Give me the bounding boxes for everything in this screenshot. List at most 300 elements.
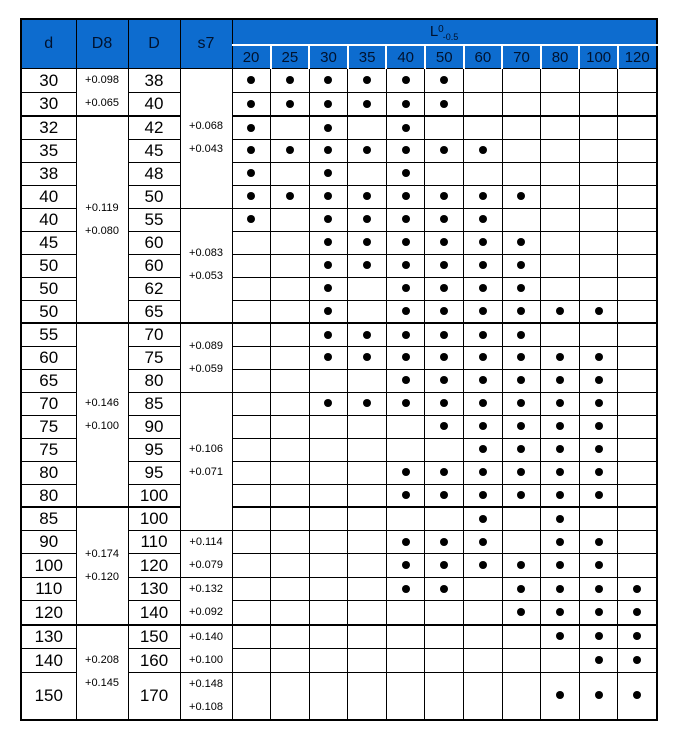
availability-cell-L25 — [271, 346, 310, 369]
d8-tolerance-cell-value: +0.208 — [85, 654, 119, 666]
D-value-cell: 70 — [128, 323, 180, 346]
s7-tolerance-cell — [180, 577, 232, 625]
availability-cell-L120 — [618, 254, 657, 277]
availability-cell-L35 — [348, 415, 387, 438]
d-value-cell: 130 — [21, 625, 76, 649]
availability-cell-L60 — [464, 484, 503, 507]
l-size-header-40: 40 — [386, 45, 425, 69]
l-size-header-35: 35 — [348, 45, 387, 69]
availability-cell-L50 — [425, 69, 464, 93]
availability-cell-L100 — [579, 162, 618, 185]
availability-dot — [556, 538, 564, 546]
availability-cell-L50 — [425, 369, 464, 392]
availability-cell-L30 — [309, 577, 348, 601]
availability-cell-L50 — [425, 648, 464, 672]
availability-dot — [556, 491, 564, 499]
availability-dot — [556, 307, 564, 315]
availability-cell-L60 — [464, 300, 503, 323]
availability-cell-L30 — [309, 625, 348, 649]
availability-dot — [517, 585, 525, 593]
availability-cell-L70 — [502, 577, 541, 601]
D-value-cell: 65 — [128, 300, 180, 323]
availability-dot — [324, 192, 332, 200]
availability-cell-L120 — [618, 507, 657, 530]
d-value-cell: 110 — [21, 577, 76, 601]
availability-cell-L25 — [271, 392, 310, 415]
availability-cell-L80 — [541, 208, 580, 231]
availability-dot — [517, 284, 525, 292]
availability-cell-L100 — [579, 323, 618, 346]
availability-cell-L60 — [464, 648, 503, 672]
availability-cell-L25 — [271, 554, 310, 578]
availability-cell-L100 — [579, 92, 618, 116]
availability-cell-L20 — [232, 69, 271, 93]
availability-dot — [402, 491, 410, 499]
D-value-cell: 38 — [128, 69, 180, 93]
availability-cell-L120 — [618, 139, 657, 162]
availability-cell-L25 — [271, 438, 310, 461]
availability-dot — [324, 284, 332, 292]
s7-tolerance-cell-value: +0.106 — [189, 443, 223, 455]
availability-cell-L70 — [502, 484, 541, 507]
availability-dot — [517, 192, 525, 200]
availability-cell-L30 — [309, 139, 348, 162]
availability-cell-L20 — [232, 672, 271, 720]
availability-cell-L70 — [502, 231, 541, 254]
availability-cell-L20 — [232, 208, 271, 231]
availability-dot — [633, 691, 641, 699]
d-value-cell: 50 — [21, 277, 76, 300]
availability-dot — [363, 100, 371, 108]
availability-cell-L30 — [309, 415, 348, 438]
availability-dot — [402, 468, 410, 476]
availability-cell-L100 — [579, 231, 618, 254]
availability-cell-L25 — [271, 277, 310, 300]
l-upper-tolerance: 0 — [438, 23, 444, 35]
availability-dot — [595, 468, 603, 476]
availability-dot — [402, 100, 410, 108]
availability-cell-L100 — [579, 277, 618, 300]
availability-dot — [324, 215, 332, 223]
availability-dot — [556, 691, 564, 699]
availability-cell-L30 — [309, 300, 348, 323]
availability-dot — [402, 146, 410, 154]
availability-dot — [595, 307, 603, 315]
availability-cell-L40 — [386, 648, 425, 672]
l-size-header-20: 20 — [232, 45, 271, 69]
availability-cell-L60 — [464, 92, 503, 116]
availability-cell-L40 — [386, 69, 425, 93]
availability-cell-L70 — [502, 139, 541, 162]
D-value-cell: 95 — [128, 461, 180, 484]
availability-cell-L70 — [502, 507, 541, 530]
availability-cell-L50 — [425, 438, 464, 461]
l-size-header-80: 80 — [541, 45, 580, 69]
availability-cell-L120 — [618, 369, 657, 392]
availability-dot — [247, 146, 255, 154]
availability-cell-L60 — [464, 346, 503, 369]
d-value-cell: 65 — [21, 369, 76, 392]
availability-dot — [402, 331, 410, 339]
availability-dot — [517, 491, 525, 499]
l-size-header-60: 60 — [464, 45, 503, 69]
availability-cell-L80 — [541, 648, 580, 672]
availability-dot — [517, 468, 525, 476]
availability-dot — [556, 445, 564, 453]
availability-cell-L35 — [348, 507, 387, 530]
availability-cell-L120 — [618, 554, 657, 578]
availability-dot — [286, 146, 294, 154]
availability-dot — [556, 632, 564, 640]
d8-tolerance-cell-value: +0.174 — [85, 547, 119, 560]
l-size-header-30: 30 — [309, 45, 348, 69]
table-header — [21, 19, 657, 69]
availability-cell-L100 — [579, 346, 618, 369]
availability-dot — [595, 491, 603, 499]
availability-dot — [286, 100, 294, 108]
availability-dot — [517, 331, 525, 339]
availability-cell-L100 — [579, 415, 618, 438]
availability-cell-L60 — [464, 438, 503, 461]
availability-dot — [595, 422, 603, 430]
availability-cell-L30 — [309, 601, 348, 625]
availability-cell-L35 — [348, 139, 387, 162]
l-size-header-25: 25 — [271, 45, 310, 69]
availability-cell-L50 — [425, 185, 464, 208]
d8-tolerance-cell-value: +0.100 — [85, 420, 119, 432]
availability-cell-L120 — [618, 392, 657, 415]
availability-cell-L100 — [579, 507, 618, 530]
availability-cell-L70 — [502, 530, 541, 554]
d-value-cell: 75 — [21, 438, 76, 461]
availability-dot — [556, 585, 564, 593]
availability-dot — [363, 146, 371, 154]
availability-dot — [633, 585, 641, 593]
availability-dot — [363, 192, 371, 200]
availability-dot — [402, 124, 410, 132]
availability-cell-L20 — [232, 369, 271, 392]
d-value-cell: 70 — [21, 392, 76, 415]
availability-cell-L40 — [386, 461, 425, 484]
availability-cell-L20 — [232, 554, 271, 578]
availability-cell-L70 — [502, 346, 541, 369]
availability-cell-L100 — [579, 601, 618, 625]
availability-cell-L25 — [271, 116, 310, 139]
availability-cell-L25 — [271, 208, 310, 231]
availability-dot — [402, 284, 410, 292]
availability-dot — [324, 76, 332, 84]
availability-dot — [517, 238, 525, 246]
availability-dot — [440, 100, 448, 108]
availability-cell-L70 — [502, 277, 541, 300]
availability-dot — [440, 76, 448, 84]
availability-cell-L35 — [348, 92, 387, 116]
availability-cell-L30 — [309, 438, 348, 461]
header-row-top — [21, 19, 657, 45]
availability-dot — [595, 632, 603, 640]
availability-cell-L40 — [386, 254, 425, 277]
availability-cell-L70 — [502, 300, 541, 323]
d-value-cell: 32 — [21, 116, 76, 139]
availability-dot — [440, 215, 448, 223]
D-value-cell: 60 — [128, 231, 180, 254]
availability-cell-L50 — [425, 208, 464, 231]
availability-cell-L40 — [386, 554, 425, 578]
availability-cell-L120 — [618, 415, 657, 438]
d-value-cell: 80 — [21, 461, 76, 484]
availability-cell-L40 — [386, 92, 425, 116]
availability-dot — [324, 146, 332, 154]
d-value-cell: 30 — [21, 92, 76, 116]
d8-tolerance-cell — [76, 507, 128, 625]
s7-tolerance-cell — [180, 323, 232, 392]
availability-dot — [595, 376, 603, 384]
s7-tolerance-cell-value: +0.114 — [189, 535, 223, 548]
availability-cell-L25 — [271, 69, 310, 93]
table-row-d30-D38 — [21, 69, 657, 93]
availability-cell-L120 — [618, 625, 657, 649]
availability-cell-L70 — [502, 116, 541, 139]
availability-dot — [402, 376, 410, 384]
availability-dot — [595, 608, 603, 616]
availability-cell-L50 — [425, 554, 464, 578]
availability-cell-L25 — [271, 625, 310, 649]
availability-cell-L25 — [271, 461, 310, 484]
availability-dot — [440, 284, 448, 292]
D-value-cell: 60 — [128, 254, 180, 277]
availability-cell-L25 — [271, 139, 310, 162]
availability-cell-L35 — [348, 625, 387, 649]
availability-dot — [363, 261, 371, 269]
availability-cell-L80 — [541, 577, 580, 601]
availability-cell-L40 — [386, 507, 425, 530]
availability-cell-L40 — [386, 346, 425, 369]
availability-cell-L100 — [579, 185, 618, 208]
availability-cell-L25 — [271, 530, 310, 554]
availability-dot — [517, 376, 525, 384]
d-value-cell: 50 — [21, 254, 76, 277]
availability-cell-L60 — [464, 369, 503, 392]
availability-dot — [440, 491, 448, 499]
availability-cell-L20 — [232, 392, 271, 415]
D-value-cell: 80 — [128, 369, 180, 392]
availability-dot — [479, 353, 487, 361]
availability-dot — [402, 169, 410, 177]
availability-dot — [440, 238, 448, 246]
availability-dot — [402, 215, 410, 223]
availability-dot — [479, 215, 487, 223]
availability-cell-L50 — [425, 139, 464, 162]
l-base: L — [429, 22, 439, 40]
availability-cell-L30 — [309, 672, 348, 720]
availability-cell-L35 — [348, 554, 387, 578]
s7-tolerance-cell-value: +0.089 — [189, 339, 223, 352]
availability-dot — [247, 192, 255, 200]
availability-cell-L80 — [541, 672, 580, 720]
s7-tolerance-cell-value: +0.140 — [189, 630, 223, 643]
availability-cell-L100 — [579, 116, 618, 139]
availability-dot — [247, 124, 255, 132]
d-value-cell: 120 — [21, 601, 76, 625]
availability-dot — [402, 307, 410, 315]
availability-cell-L80 — [541, 461, 580, 484]
availability-cell-L100 — [579, 438, 618, 461]
availability-dot — [363, 76, 371, 84]
s7-tolerance-cell-value: +0.071 — [189, 466, 223, 478]
availability-dot — [363, 331, 371, 339]
availability-cell-L50 — [425, 672, 464, 720]
availability-cell-L30 — [309, 648, 348, 672]
d8-tolerance-cell — [76, 323, 128, 507]
availability-cell-L50 — [425, 530, 464, 554]
l-lower-tolerance: -0.5 — [442, 31, 459, 42]
availability-cell-L35 — [348, 254, 387, 277]
availability-dot — [595, 585, 603, 593]
availability-cell-L60 — [464, 277, 503, 300]
availability-cell-L50 — [425, 461, 464, 484]
availability-cell-L80 — [541, 507, 580, 530]
availability-dot — [479, 192, 487, 200]
availability-cell-L20 — [232, 116, 271, 139]
d-value-cell: 85 — [21, 507, 76, 530]
availability-cell-L35 — [348, 484, 387, 507]
availability-cell-L80 — [541, 139, 580, 162]
availability-cell-L70 — [502, 323, 541, 346]
availability-dot — [440, 422, 448, 430]
s7-tolerance-cell — [180, 672, 232, 720]
table-body — [21, 69, 657, 720]
availability-dot — [440, 307, 448, 315]
availability-cell-L80 — [541, 92, 580, 116]
availability-cell-L30 — [309, 392, 348, 415]
availability-cell-L30 — [309, 530, 348, 554]
availability-cell-L120 — [618, 92, 657, 116]
l-size-header-100: 100 — [579, 45, 618, 69]
availability-cell-L20 — [232, 530, 271, 554]
D-value-cell: 170 — [128, 672, 180, 720]
availability-cell-L30 — [309, 208, 348, 231]
D-value-cell: 100 — [128, 507, 180, 530]
availability-cell-L40 — [386, 577, 425, 601]
s7-tolerance-cell-value: +0.053 — [189, 270, 223, 283]
availability-cell-L35 — [348, 208, 387, 231]
d-value-cell: 140 — [21, 648, 76, 672]
col-header-s7: s7 — [180, 19, 232, 69]
availability-dot — [517, 608, 525, 616]
availability-cell-L35 — [348, 185, 387, 208]
availability-cell-L35 — [348, 648, 387, 672]
availability-cell-L20 — [232, 415, 271, 438]
col-header-D: D — [128, 19, 180, 69]
availability-cell-L40 — [386, 300, 425, 323]
availability-cell-L25 — [271, 254, 310, 277]
availability-cell-L40 — [386, 601, 425, 625]
availability-cell-L35 — [348, 162, 387, 185]
availability-dot — [440, 261, 448, 269]
availability-cell-L60 — [464, 116, 503, 139]
availability-cell-L25 — [271, 92, 310, 116]
availability-cell-L50 — [425, 323, 464, 346]
availability-dot — [479, 422, 487, 430]
availability-cell-L20 — [232, 484, 271, 507]
availability-cell-L120 — [618, 277, 657, 300]
s7-tolerance-cell-value: +0.083 — [189, 247, 223, 260]
availability-cell-L120 — [618, 300, 657, 323]
availability-dot — [556, 468, 564, 476]
availability-cell-L50 — [425, 300, 464, 323]
availability-cell-L80 — [541, 300, 580, 323]
availability-cell-L80 — [541, 554, 580, 578]
availability-cell-L40 — [386, 162, 425, 185]
D-value-cell: 45 — [128, 139, 180, 162]
D-value-cell: 85 — [128, 392, 180, 415]
s7-tolerance-cell — [180, 625, 232, 673]
availability-cell-L20 — [232, 438, 271, 461]
D-value-cell: 120 — [128, 554, 180, 578]
d8-tolerance-cell — [76, 69, 128, 117]
D-value-cell: 55 — [128, 208, 180, 231]
D-value-cell: 62 — [128, 277, 180, 300]
table-row-d130-D150 — [21, 625, 657, 649]
bearing-dimension-table — [20, 18, 658, 721]
availability-cell-L20 — [232, 231, 271, 254]
availability-cell-L100 — [579, 300, 618, 323]
availability-cell-L70 — [502, 438, 541, 461]
s7-tolerance-cell — [180, 208, 232, 323]
availability-cell-L60 — [464, 69, 503, 93]
s7-tolerance-cell-value: +0.059 — [189, 362, 223, 375]
availability-cell-L25 — [271, 231, 310, 254]
availability-cell-L50 — [425, 116, 464, 139]
availability-cell-L80 — [541, 392, 580, 415]
d8-tolerance-cell-value: +0.080 — [85, 224, 119, 237]
D-value-cell: 110 — [128, 530, 180, 554]
availability-cell-L60 — [464, 601, 503, 625]
availability-dot — [595, 538, 603, 546]
availability-cell-L60 — [464, 208, 503, 231]
availability-cell-L100 — [579, 461, 618, 484]
availability-cell-L100 — [579, 530, 618, 554]
s7-tolerance-cell-value: +0.043 — [189, 143, 223, 156]
availability-cell-L35 — [348, 438, 387, 461]
availability-cell-L60 — [464, 625, 503, 649]
availability-dot — [633, 656, 641, 664]
availability-cell-L70 — [502, 461, 541, 484]
availability-dot — [247, 169, 255, 177]
availability-cell-L120 — [618, 601, 657, 625]
availability-cell-L20 — [232, 507, 271, 530]
availability-dot — [479, 468, 487, 476]
availability-dot — [517, 422, 525, 430]
col-header-d8: D8 — [76, 19, 128, 69]
availability-cell-L30 — [309, 554, 348, 578]
d8-tolerance-cell-value: +0.119 — [85, 201, 119, 214]
availability-dot — [247, 215, 255, 223]
availability-cell-L20 — [232, 601, 271, 625]
availability-dot — [595, 399, 603, 407]
D-value-cell: 90 — [128, 415, 180, 438]
availability-dot — [440, 376, 448, 384]
D-value-cell: 48 — [128, 162, 180, 185]
availability-cell-L80 — [541, 484, 580, 507]
availability-dot — [247, 76, 255, 84]
availability-dot — [595, 656, 603, 664]
availability-dot — [324, 124, 332, 132]
availability-cell-L100 — [579, 577, 618, 601]
s7-tolerance-cell — [180, 69, 232, 209]
availability-cell-L25 — [271, 323, 310, 346]
availability-dot — [440, 468, 448, 476]
